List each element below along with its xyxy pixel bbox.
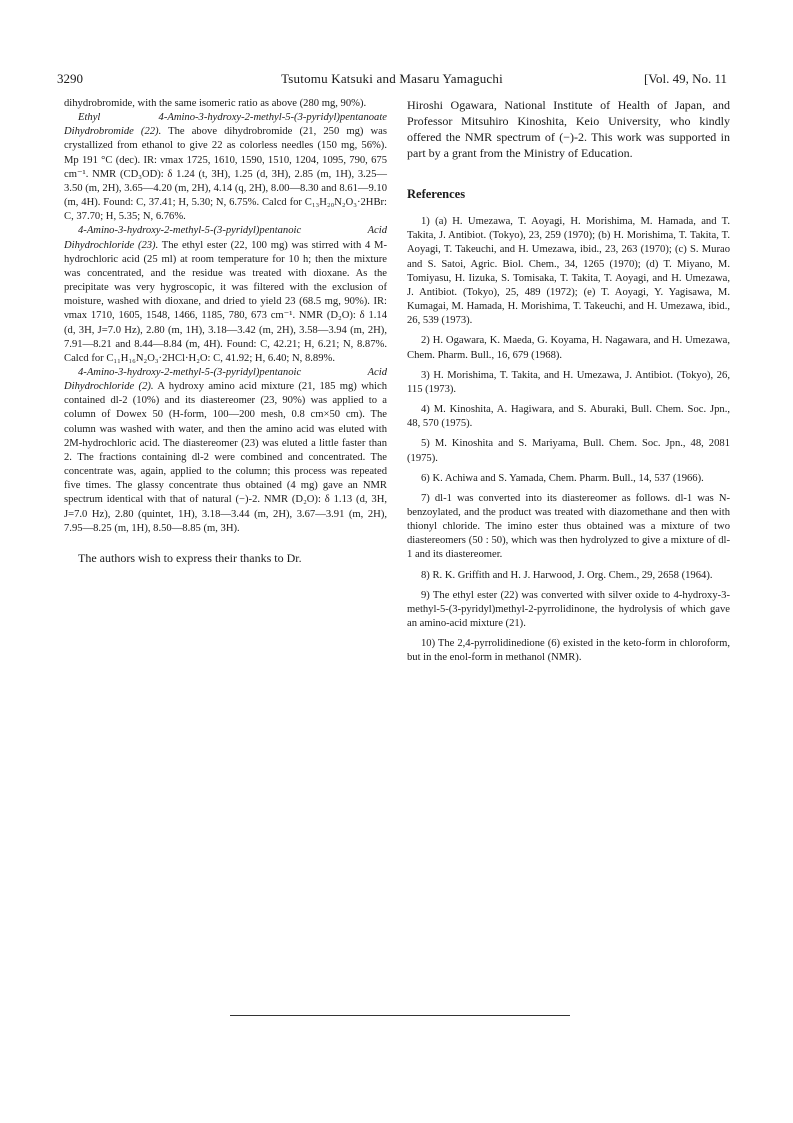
reference-item: 2) H. Ogawara, K. Maeda, G. Koyama, H. Nagawara, and H. Umezawa, Chem. Pharm. Bull., 16, 679 (1968). [407,335,730,361]
reference-item: 5) M. Kinoshita and S. Mariyama, Bull. Chem. Soc. Jpn., 48, 2081 (1975). [407,438,730,464]
compound-23-body: The ethyl ester (22, 100 mg) was stirred with 4 M-hydrochloric acid (25 ml) at room temperature for 10 h; then the mixture was concentrated, and the residue was treated with dioxane. As the precipitate was very hygroscopic, it was filtered with the exclusion of moisture, washed with dioxane, and dried to yield 23 (68.5 mg, 90%). IR: νmax 1710, 1605, 1548, 1466, 1185, 780, 673 cm⁻¹. NMR (D₂O): δ 1.14 (d, 3H, J=7.0 Hz), 2.80 (m, 1H), 3.18—3.42 (m, 2H), 3.58—3.94 (m, 2H), 7.91—8.21 and 8.44—8.84 (m, 4H). Found: C, 42.21; H, 6.21; N, 8.87%. Calcd for C₁₁H₁₆N₂O₃·2HCl·H₂O: C, 41.92; H, 6.40; N, 8.89%. [64,239,387,364]
compound-2-body: A hydroxy amino acid mixture (21, 185 mg) which contained dl-2 (10%) and its diastereomer (23, 90%) was applied to a column of Dowex 50 (H-form, 100—200 mesh, 0.8 cm×50 cm). The column was washed with water, and then the amino acid was eluted with 2M-hydrochloric acid. The diastereomer (23) was eluted a little faster than 2. The fractions containing dl-2 were combined and concentrated. The concentrate was, again, applied to the column; this process was repeated five times. The glassy concentrate thus obtained (4 mg) gave an NMR spectrum identical with that of natural (−)-2. NMR (D₂O): δ 1.13 (d, 3H, J=7.0 Hz), 2.80 (quintet, 1H), 3.18—3.44 (m, 2H), 3.67—3.91 (m, 2H), 7.95—8.25 (m, 1H), 8.50—8.85 (m, 3H). [64,381,387,534]
references-heading: References [407,187,466,201]
reference-item: 7) dl-1 was converted into its diastereomer as follows. dl-1 was N-benzoylated, and the product was treated with diazomethane and then with thionyl chloride. The imino ester thus obtained was a mixture of two diastereomers (50 : 50), which was then hydrolyzed to give a mixture of dl-1 and its diastereomer. [407,492,730,561]
reference-item: 9) The ethyl ester (22) was converted with silver oxide to 4-hydroxy-3-methyl-5-(3-pyridyl)methyl-2-pyrrolidinone, the hydrolysis of which gave an amino-acid mixture (21). [407,589,730,630]
reference-list [407,215,730,665]
compound-23-title: 4-Amino-3-hydroxy-2-methyl-5-(3-pyridyl)pentanoic Acid Dihydrochloride (23). [64,225,387,251]
intro-paragraph: dihydrobromide, with the same isomeric ratio as above (280 mg, 90%). [64,98,367,109]
compound-22-title: Ethyl 4-Amino-3-hydroxy-2-methyl-5-(3-pyridyl)pentanoate Dihydrobromide (22). [64,112,387,138]
compound-23-paragraph [64,224,387,366]
right-column [407,97,730,672]
running-authors: Tsutomu Katsuki and Masaru Yamaguchi [281,71,503,86]
reference-item: 1) (a) H. Umezawa, T. Aoyagi, H. Morishima, M. Hamada, and T. Takita, J. Antibiot. (Tokyo), 23, 259 (1970); (b) H. Morishima, T. Takita, T. Aoyagi, T. Takeuchi, and H. Umezawa, ibid., 23, 263 (1970); (c) S. Murao and S. Satoi, Agric. Biol. Chem., 34, 1265 (1970); (d) T. Miyano, M. Tomiyasu, H. Iizuka, S. Tomisaka, T. Takita, T. Aoyagi, and H. Umezawa, J. Antibiot. (Tokyo), 25, 489 (1972); (e) T. Aoyagi, Y. Yagisawa, M. Kumagai, M. Hamada, H. Morishima, T. Takeuchi, and H. Umezawa, ibid., 26, 539 (1973). [407,216,730,327]
reference-item: 4) M. Kinoshita, A. Hagiwara, and S. Aburaki, Bull. Chem. Soc. Jpn., 48, 570 (1975). [407,404,730,430]
end-divider [230,1015,570,1016]
running-header [57,71,727,89]
reference-item: 3) H. Morishima, T. Takita, and H. Umezawa, J. Antibiot. (Tokyo), 26, 115 (1973). [407,369,730,395]
volume-issue: [Vol. 49, No. 11 [643,71,727,86]
compound-2-title: 4-Amino-3-hydroxy-2-methyl-5-(3-pyridyl)pentanoic Acid Dihydrochloride (2). [64,366,387,393]
compound-2-paragraph [64,366,387,536]
compound-22-body: The above dihydrobromide (21, 250 mg) was crystallized from ethanol to give 22 as colorless needles (150 mg, 56%). Mp 191 °C (dec). IR: νmax 1725, 1610, 1590, 1510, 1204, 1095, 790, 675 cm⁻¹. NMR (CD₃OD): δ 1.24 (t, 3H), 1.25 (d, 3H), 2.85 (m, 1H), 3.25—3.50 (m, 2H), 3.65—4.20 (m, 2H), 4.14 (q, 2H), 8.00—8.30 and 8.61—9.10 (m, 4H). Found: C, 37.41; H, 5.30; N, 6.75%. Calcd for C₁₃H₂₀N₂O₃·2HBr: C, 37.70; H, 5.35; N, 6.76%. [64,126,387,223]
compound-22-paragraph [64,111,387,224]
page-number: 3290 [57,71,83,86]
acknowledgment-continued: Hiroshi Ogawara, National Institute of Health of Japan, and Professor Mitsuhiro Kinoshita, Keio University, who kindly offered the NMR spectrum of (−)-2. This work was supported in part by a grant from the Ministry of Education. [407,98,730,160]
left-column [64,97,387,566]
acknowledgment-start: The authors wish to express their thanks to Dr. [78,550,302,565]
reference-item: 10) The 2,4-pyrrolidinedione (6) existed in the keto-form in chloroform, but in the enol-form in methanol (NMR). [407,638,730,664]
reference-item: 6) K. Achiwa and S. Yamada, Chem. Pharm. Bull., 14, 537 (1966). [421,472,704,484]
reference-item: 8) R. K. Griffith and H. J. Harwood, J. Org. Chem., 29, 2658 (1964). [421,569,713,581]
